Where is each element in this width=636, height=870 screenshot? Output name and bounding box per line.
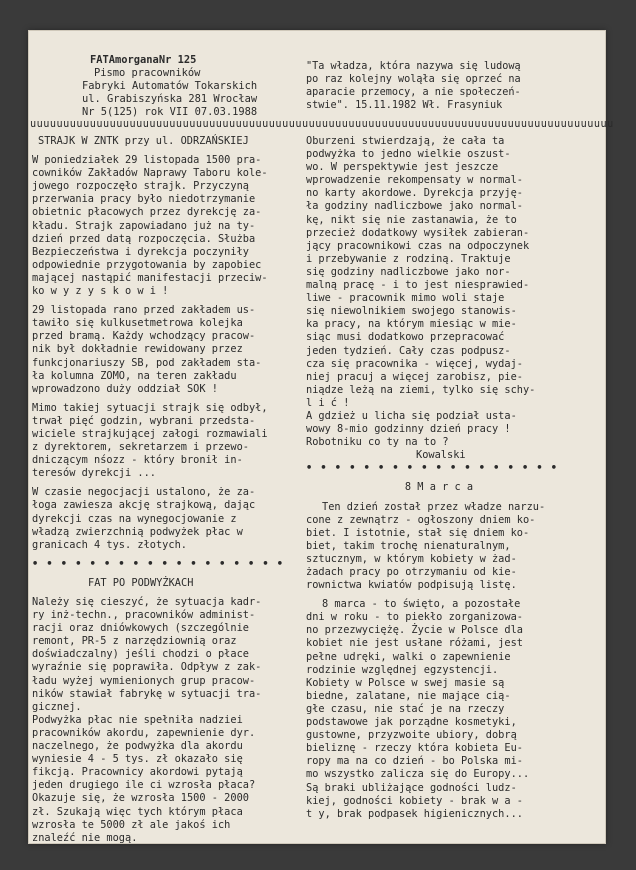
text-line: gicznej. (32, 700, 82, 713)
text-line: naczelnego, że podwyżka dla akordu (32, 740, 243, 753)
text-line: W czasie negocjacji ustalono, że za- (32, 486, 256, 499)
text-line: dzień przed datą rozpoczęcia. Służba (32, 232, 256, 245)
text-line: łoga zawiesza akcję strajkową, dając (32, 499, 256, 512)
article-womens-day-paragraph-1 (306, 501, 572, 593)
text-line: obietnic płacowych przez dyrekcję za- (32, 206, 262, 219)
text-line: się godziny nadliczbowe jako nor- (306, 265, 511, 278)
quote-line: "Ta władza, która nazywa się ludową (306, 61, 521, 72)
text-line: podwyżka to jedno wielkie oszust- (306, 148, 511, 161)
text-line: granicach 4 tys. złotych. (32, 538, 187, 551)
text-line: no przezwyciężę. Życie w Polsce dla (306, 624, 523, 637)
text-line: dni w roku - to piekło zorganizowa- (306, 611, 523, 624)
text-line: Ten dzień został przez władze narzu- (322, 500, 546, 513)
text-line: biet. I istotnie, stał się dniem ko- (306, 526, 530, 539)
text-line: 29 listopada rano przed zakładem us- (32, 304, 256, 317)
text-line: mającej nastąpić manifestacji przeciw- (32, 271, 268, 284)
text-line: ładu wyżej wymienionych grup pracow- (32, 674, 256, 687)
text-line: dniczącym nśozz - który bronił in- (32, 454, 243, 467)
text-line: malną pracę - i to jest niesprawied- (306, 279, 530, 292)
text-line: pracowników akordu, zapewnienie dyr. (32, 726, 256, 739)
text-line: Są braki ubliżające godności ludz- (306, 781, 517, 794)
text-line: dyrekcji czas na wynegocjowanie z (32, 512, 237, 525)
text-line: zł. Szukają więc tych którym płaca (32, 805, 243, 818)
text-line: Mimo takiej sytuacji strajk się odbył, (32, 401, 268, 414)
quote-line: stwie". 15.11.1982 Wł. Frasyniuk (306, 100, 503, 111)
author-signature: Kowalski (416, 449, 466, 462)
text-line: ropy ma na co dzień - bo Polska mi- (306, 755, 523, 768)
text-line: wyraźnie się poprawiła. Odpływ z zak- (32, 661, 262, 674)
text-line: t y, brak podpasek higienicznych... (306, 807, 523, 820)
text-line: żadach pracy po otrzymaniu od kie- (306, 566, 517, 578)
text-line: ko w y z y s k o w i ! (32, 285, 169, 298)
text-line: Oburzeni stwierdzają, że cała ta (306, 135, 505, 147)
article-strike-paragraph-2 (32, 304, 302, 396)
epigraph-quote (306, 60, 568, 112)
text-line: sztucznym, w którym kobiety w żad- (306, 552, 517, 565)
article-title-raises: FAT PO PODWYŻKACH (88, 576, 194, 589)
text-line: jeden drugiego ile ci wzrosła płaca? (32, 779, 256, 792)
text-line: Bezpieczeństwa i dyrekcja poczyniły (32, 245, 249, 258)
masthead-title: FATAmorganaNr 125 (90, 54, 197, 66)
text-line: wprowadzenie rekompensaty w normal- (306, 174, 523, 187)
text-line: gustowne, przyzwoite ubiory, dobrą (306, 729, 517, 742)
text-line: no karty akordowe. Dyrekcja przyję- (306, 187, 523, 200)
text-line: kobiet nie jest usłane różami, jest (306, 637, 523, 650)
text-line: doświadczalny) jeśli chodzi o płace (32, 648, 249, 661)
text-line: wiciele strajkującej załogi rozmawiali (32, 427, 268, 440)
text-line: A gdzież u licha się podział usta- (306, 409, 517, 422)
article-strike-continuation (306, 135, 572, 449)
text-line: liwe - pracownik mimo woli staje (306, 292, 505, 305)
text-line: podstawowe jak porządne kosmetyki, (306, 716, 517, 729)
text-line: cowników Zakładów Naprawy Taboru kole- (32, 167, 268, 180)
text-line: bieliznę - rzeczy która kobieta Eu- (306, 742, 523, 755)
masthead (38, 54, 288, 119)
text-line: się niewolnikiem swojego stanowis- (306, 305, 517, 318)
article-raises-paragraph (32, 596, 302, 845)
text-line: i przebywanie z rodziną. Traktuje (306, 252, 511, 265)
text-line: remont, PR-5 z narzędziownią oraz (32, 635, 237, 648)
text-line: nik był dokładnie rewidowany przez (32, 343, 243, 356)
quote-line: po raz kolejny woląła się oprzeć na (306, 74, 521, 85)
text-line: niądze leżą na ziemi, tylko się schy- (306, 383, 536, 396)
text-line: funkcjonariuszy SB, pod zakładem sta- (32, 356, 262, 369)
text-line: Podwyżka płac nie spełniła nadziei (32, 713, 243, 726)
article-womens-day-paragraph-2 (306, 598, 572, 821)
section-separator-dots: • • • • • • • • • • • • • • • • • • (306, 462, 558, 475)
text-line: racji oraz dniówkowych (szczególnie (32, 622, 249, 635)
text-line: władzą zwierzchnią podwyżek płac w (32, 525, 243, 538)
text-line: z dyrektorem, sekretarzem i przewo- (32, 441, 249, 454)
left-column (32, 135, 302, 845)
article-strike-paragraph-1 (32, 154, 302, 298)
text-line: jeden tydzień. Cały czas podpusz- (306, 344, 511, 357)
text-line: l i ć ! (306, 396, 350, 409)
text-line: cza się pracownika - więcej, wydaj- (306, 357, 523, 370)
text-line: kładu. Strajk zapowiadano już na ty- (32, 219, 256, 232)
masthead-publisher: Fabryki Automatów Tokarskich (82, 80, 258, 92)
text-line: znaleźć nie mogą. (32, 831, 138, 844)
text-line: ry inż-techn., pracowników administ- (32, 609, 256, 622)
text-line: biedne, zalatane, nie mające cią- (306, 689, 511, 702)
text-line: przerwania pracy było niedotrzymanie (32, 193, 256, 206)
text-line: ka pracy, na którym miesiąc w mie- (306, 318, 517, 331)
text-line: przed bramą. Każdy wchodzący pracow- (32, 330, 256, 343)
text-line: niej pracuj a więcej zarobisz, pie- (306, 370, 523, 383)
article-title-womens-day: 8 M a r c a (404, 481, 474, 494)
text-line: wo. W perspektywie jest jeszcze (306, 161, 499, 174)
text-line: wprowadzono duży oddział SOK ! (32, 382, 218, 395)
text-line: odpowiednie przygotowania by zapobiec (32, 258, 262, 271)
text-line: biet, takim trochę nienaturalnym, (306, 539, 511, 552)
text-line: Robotniku co ty na to ? (306, 436, 449, 449)
text-line: Należy się cieszyć, że sytuacja kadr- (32, 596, 262, 608)
text-line: pełne udręki, walki o zapewnienie (306, 650, 511, 663)
text-line: głe czasu, nie stać je na rzeczy (306, 702, 505, 715)
text-line: wowy 8-mio godzinny dzień pracy ! (306, 423, 511, 436)
text-line: mo wszystko zalicza się do Europy... (306, 768, 530, 781)
text-line: cone z zewnątrz - ogłoszony dniem ko- (306, 513, 536, 526)
text-line: przecież dodatkowy wysiłek zabieran- (306, 226, 530, 239)
right-column (306, 135, 572, 821)
text-line: rownictwa kwiatów podpisują listę. (306, 579, 517, 592)
text-line: fikcją. Pracownicy akordowi pytają (32, 766, 243, 779)
text-line: wzrosła te 5000 zł ale jakoś ich (32, 818, 231, 831)
text-line: Okazuje się, że wzrosła 1500 - 2000 (32, 792, 249, 805)
text-line: kę, nikt się nie zastanawia, że to (306, 213, 517, 226)
masthead-subtitle: Pismo pracowników (94, 67, 201, 79)
masthead-address: ul. Grabiszyńska 281 Wrocław (82, 93, 258, 105)
header-divider: uuuuuuuuuuuuuuuuuuuuuuuuuuuuuuuuuuuuuuuuuuuuuuuuuuuuuuuuuuuuuuuuuuuuuuuuuuuuuuuuuuuuuuuu (30, 119, 614, 130)
article-strike-paragraph-4 (32, 486, 302, 551)
text-line: tawiło się kulkusetmetrowa kolejka (32, 317, 243, 330)
text-line: siąc musi dodatkowo przepracować (306, 331, 505, 344)
text-line: teresów dyrekcji ... (32, 467, 156, 480)
section-separator-dots: • • • • • • • • • • • • • • • • • • (32, 557, 284, 570)
text-line: wyniesie 4 - 5 tys. zł okazało się (32, 753, 243, 766)
text-line: ła godziny nadliczbowe jako normal- (306, 200, 523, 213)
text-line: Kobiety w Polsce w swej masie są (306, 676, 505, 689)
text-line: jowego rozpoczęło strajk. Przyczyną (32, 180, 249, 193)
article-strike-paragraph-3 (32, 402, 302, 481)
text-line: ników stawiał fabrykę w sytuacji tra- (32, 687, 262, 700)
text-line: rodzinie względnej egzystencji. (306, 663, 499, 676)
masthead-issue: Nr 5(125) rok VII 07.03.1988 (82, 106, 258, 118)
article-title-strike: STRAJK W ZNTK przy ul. ODRZAŃSKIEJ (38, 135, 249, 147)
text-line: 8 marca - to święto, a pozostałe (322, 598, 521, 611)
text-line: W poniedziałek 29 listopada 1500 pra- (32, 154, 262, 167)
text-line: jący pracownikowi czas na odpoczynek (306, 239, 530, 252)
quote-line: aparacie przemocy, a nie społeczeń- (306, 87, 521, 98)
text-line: kiej, godności kobiety - brak w a - (306, 794, 523, 807)
text-line: trwał pięć godzin, wybrani przedsta- (32, 414, 256, 427)
text-line: ła kolumna ZOMO, na teren zakładu (32, 369, 237, 382)
